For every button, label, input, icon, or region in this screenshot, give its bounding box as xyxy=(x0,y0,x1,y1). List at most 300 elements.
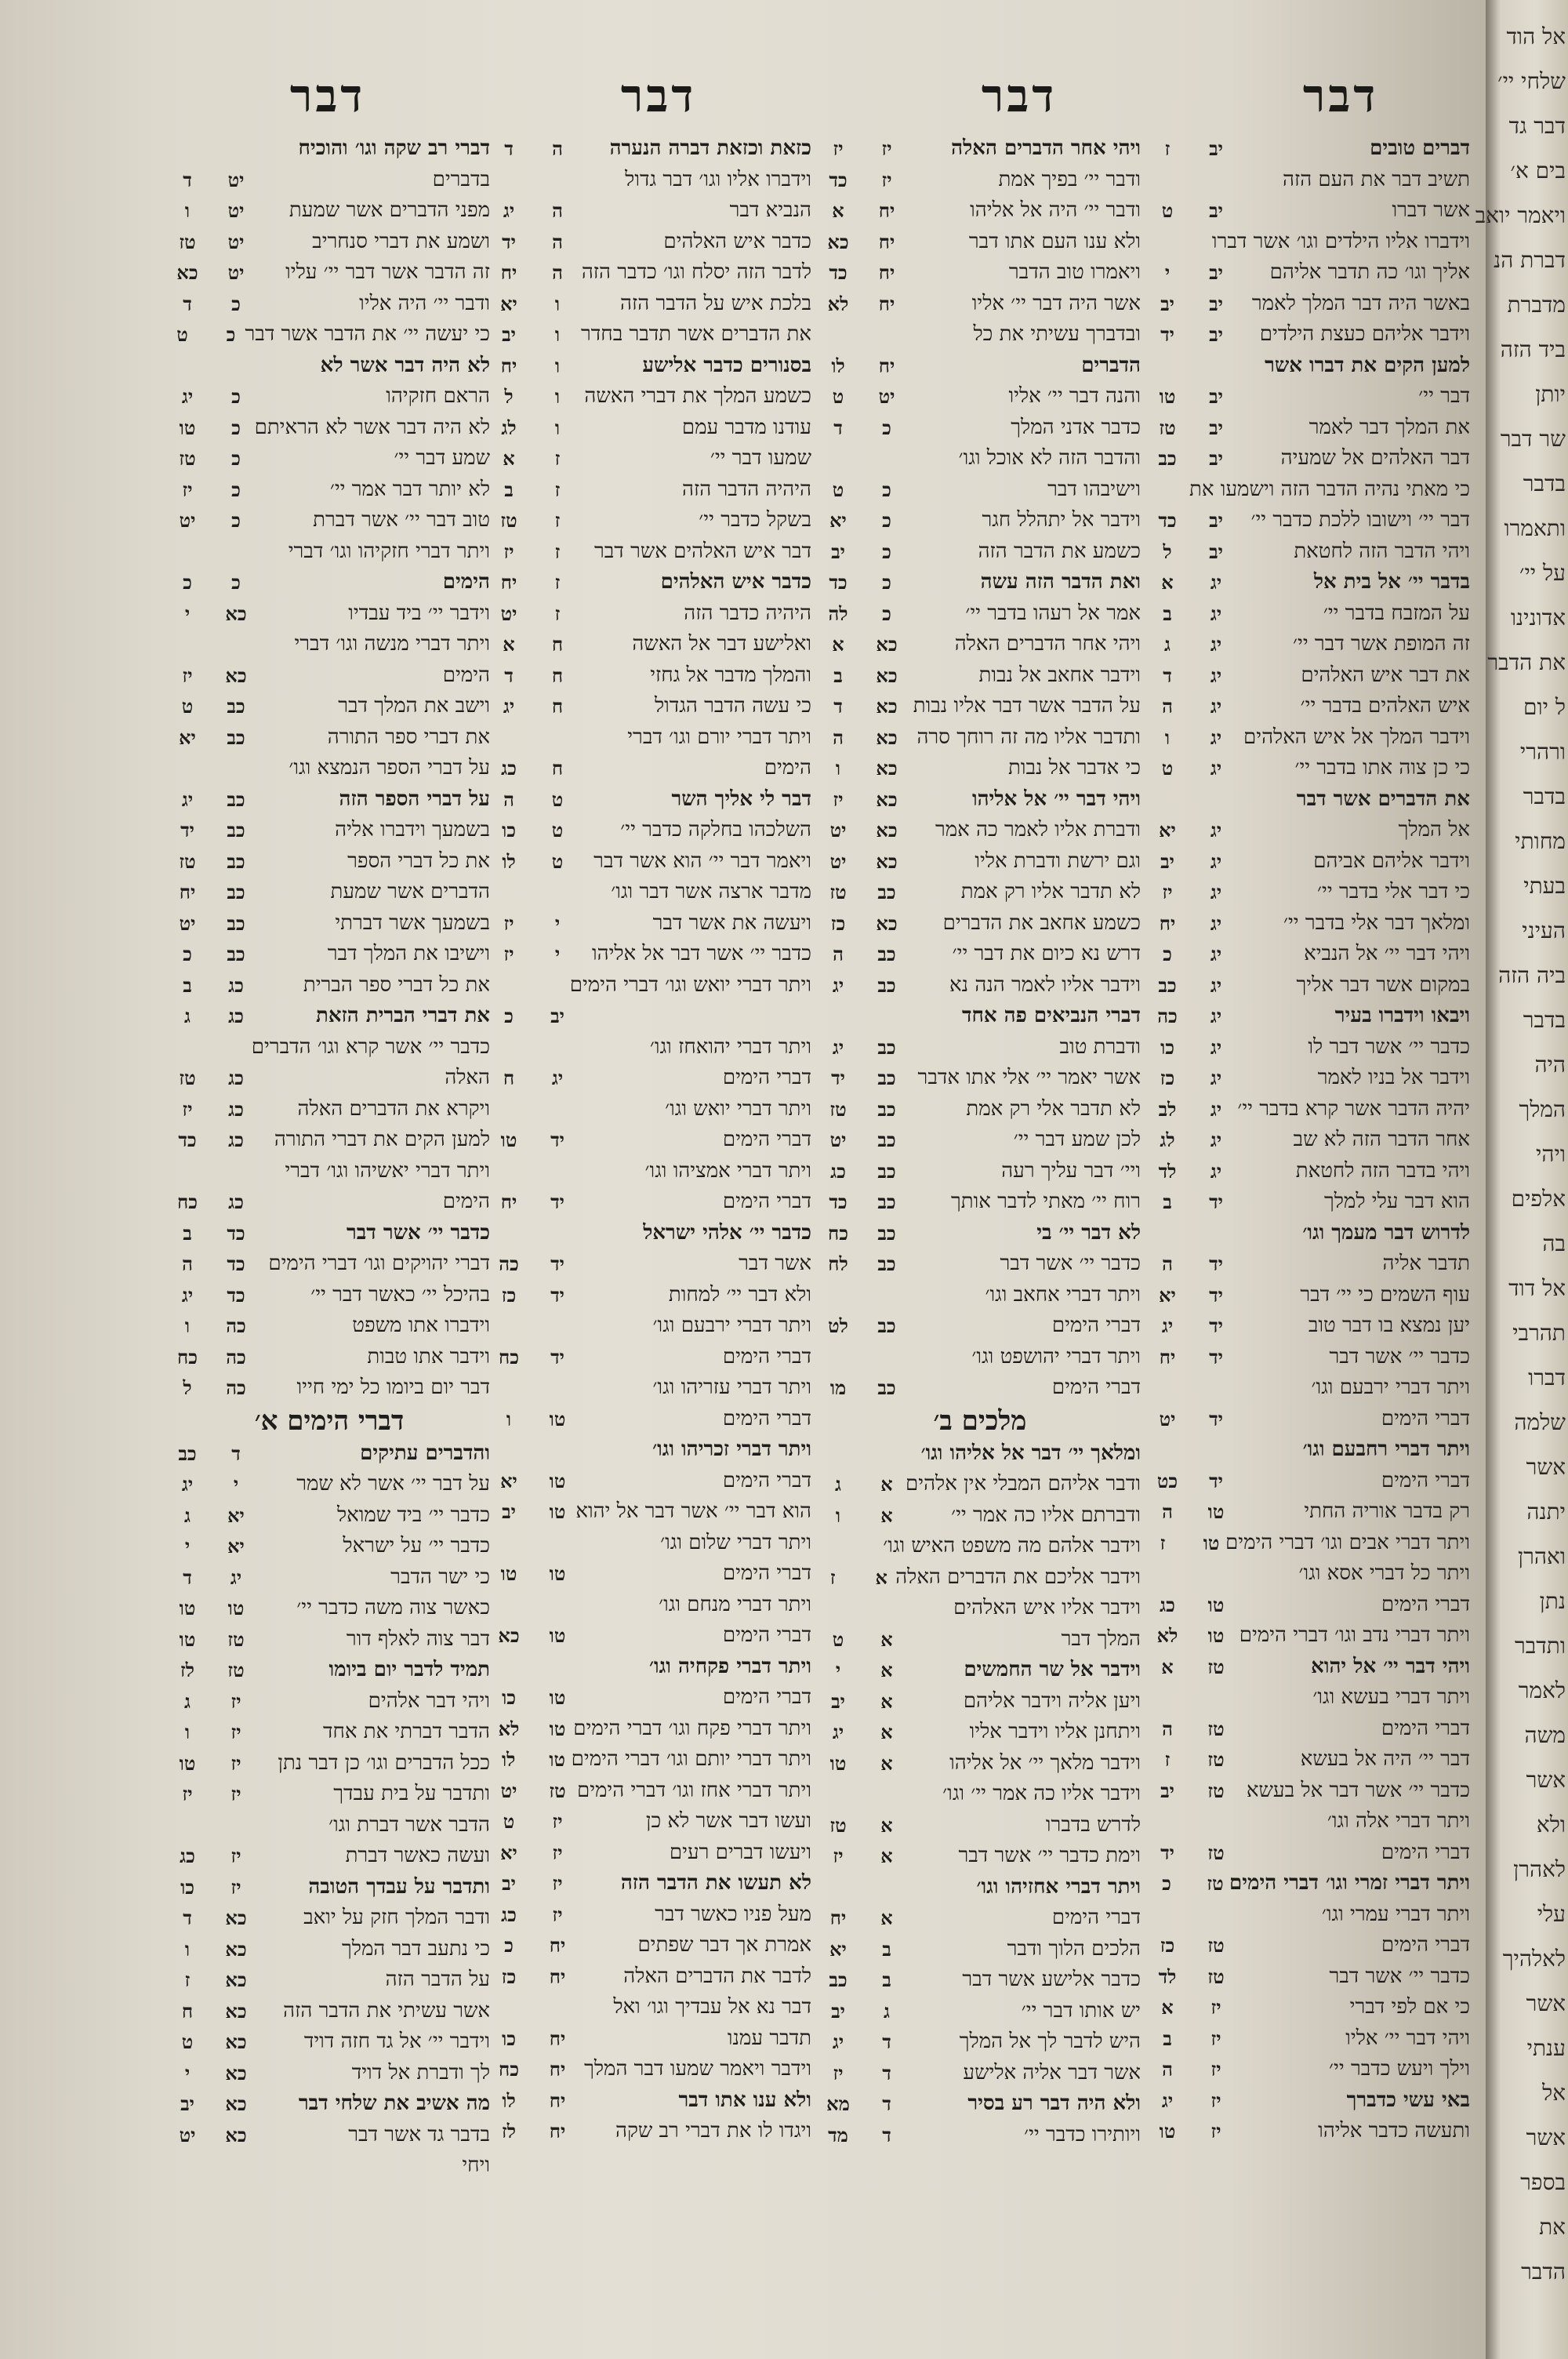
entry-text: הדברים אשר שמעת xyxy=(330,880,490,903)
concordance-entry xyxy=(1149,1590,1470,1621)
entry-text: וידבר אליו כה אמר יי׳ וגו׳ xyxy=(942,1782,1141,1805)
entry-text: דברי הימים xyxy=(722,1685,811,1709)
concordance-entry xyxy=(169,1125,490,1156)
verse-number: טו xyxy=(500,1562,517,1585)
edge-text-line: על יי׳ xyxy=(1519,560,1566,586)
concordance-entry xyxy=(169,1500,490,1532)
entry-text: ועשה כאשר דברת xyxy=(345,1844,490,1867)
verse-number: יז xyxy=(503,911,514,935)
entry-text: וידבר אליהם כעצת הילדים xyxy=(1259,322,1470,346)
chapter-number: יח xyxy=(549,1965,566,1988)
concordance-entry xyxy=(819,227,1141,258)
edge-text-line: ענתי xyxy=(1526,2035,1566,2061)
concordance-entry xyxy=(169,1032,490,1063)
edge-text-line: מחותי xyxy=(1515,828,1566,854)
verse-number: יז xyxy=(182,1097,193,1121)
entry-text: אשר דבר אליה אלישע xyxy=(963,2060,1141,2085)
entry-text: דברי הנביאים פה אחד xyxy=(962,1004,1141,1027)
verse-number: יח xyxy=(1159,911,1176,935)
concordance-entry xyxy=(490,908,811,940)
entry-reference xyxy=(490,381,572,413)
chapter-number: טז xyxy=(1207,1965,1225,1988)
entry-reference xyxy=(1149,1744,1230,1776)
verse-number: ג xyxy=(835,1473,841,1496)
entry-text: הימים xyxy=(442,570,490,594)
chapter-number: כא xyxy=(225,1906,247,1929)
concordance-entry xyxy=(490,1558,811,1590)
entry-text: את כל דברי ספר הברית xyxy=(303,972,490,997)
concordance-entry xyxy=(1149,2116,1470,2147)
entry-text: כדבר יי׳ על ישראל xyxy=(343,1534,490,1558)
concordance-entry xyxy=(819,1280,1141,1311)
verse-number: יז xyxy=(1162,881,1173,903)
concordance-entry xyxy=(1149,505,1470,536)
entry-reference xyxy=(819,1156,901,1187)
entry-reference xyxy=(1149,2085,1230,2117)
concordance-entry xyxy=(490,536,811,568)
verse-number: כ xyxy=(504,1934,514,1957)
concordance-entry xyxy=(1149,1218,1470,1249)
entry-reference xyxy=(1149,1837,1230,1869)
edge-text-line: את הדבר xyxy=(1487,649,1566,675)
entry-reference xyxy=(819,1996,901,2027)
verse-number: כז xyxy=(1160,1934,1175,1957)
concordance-entry xyxy=(169,505,490,536)
entry-text: ומלאך דבר אלי בדבר יי׳ xyxy=(1283,911,1470,935)
verse-number: טו xyxy=(1159,2120,1176,2143)
edge-text-line: בדבר xyxy=(1523,471,1566,496)
entry-text: ויתר דברי רחבעם וגו׳ xyxy=(1302,1438,1470,1461)
concordance-entry xyxy=(1149,1558,1470,1590)
entry-reference xyxy=(819,846,901,878)
edge-text-line: המלך xyxy=(1519,1096,1566,1122)
entry-text: כשמע המלך את דברי האשה xyxy=(584,384,811,408)
concordance-entry xyxy=(1149,165,1470,196)
chapter-number: כ xyxy=(882,478,891,501)
concordance-entry xyxy=(490,815,811,846)
entry-text: ויען אליה וידבר אליהם xyxy=(963,1688,1141,1713)
entry-reference xyxy=(490,1001,572,1032)
entry-reference xyxy=(1149,753,1230,784)
entry-reference xyxy=(819,1934,901,1965)
chapter-number: ד xyxy=(882,2123,891,2146)
entry-text: רק בדבר אוריה החתי xyxy=(1304,1499,1470,1523)
chapter-number: יג xyxy=(1210,1097,1222,1121)
chapter-number: כב xyxy=(877,943,896,965)
verse-number: יא xyxy=(829,1937,847,1961)
entry-reference xyxy=(1149,691,1230,722)
concordance-entry xyxy=(819,2088,1141,2120)
concordance-entry xyxy=(490,351,811,382)
chapter-number: א xyxy=(875,1565,887,1589)
chapter-number: יח xyxy=(878,199,895,222)
concordance-entry xyxy=(169,1748,490,1779)
verse-number: טז xyxy=(1159,416,1176,439)
concordance-entry xyxy=(490,753,811,784)
chapter-number: יז xyxy=(230,1721,241,1743)
concordance-entry xyxy=(490,257,811,289)
concordance-entry xyxy=(819,381,1141,413)
entry-reference xyxy=(169,413,250,444)
chapter-number: כא xyxy=(876,849,898,873)
entry-reference xyxy=(819,227,901,258)
chapter-number: ח xyxy=(551,663,564,687)
entry-reference xyxy=(169,970,250,1001)
entry-reference xyxy=(819,939,901,970)
verse-number: י xyxy=(1164,261,1171,284)
concordance-entry xyxy=(169,289,490,320)
chapter-number: יט xyxy=(878,385,895,408)
concordance-entry xyxy=(490,1961,811,1993)
entry-text: לדבר הזה יסלח וגו׳ כדבר הזה xyxy=(581,260,811,284)
entry-reference xyxy=(169,195,250,227)
concordance-entry xyxy=(819,970,1141,1001)
entry-reference xyxy=(169,1779,250,1810)
entry-text: הלכים הלוך ודבר xyxy=(1007,1936,1141,1961)
entry-text: דבר יי׳ xyxy=(1418,384,1470,408)
entry-reference xyxy=(169,443,250,474)
concordance-entry xyxy=(819,2120,1141,2151)
concordance-entry xyxy=(490,289,811,320)
entry-text: דברי הימים xyxy=(722,1128,811,1151)
entry-reference xyxy=(490,1682,572,1714)
concordance-entry xyxy=(169,1655,490,1686)
concordance-entry xyxy=(1149,1187,1470,1218)
edge-text-line: בה xyxy=(1542,1230,1566,1256)
entry-reference xyxy=(1149,939,1230,970)
entry-text: דברי יהויקים וגו׳ דברי הימים xyxy=(268,1252,490,1275)
concordance-entry xyxy=(490,970,811,1001)
entry-text: בסנורים כדבר אלישע xyxy=(642,353,811,377)
entry-text: בשמעך וידברו אליה xyxy=(335,818,490,841)
entry-reference xyxy=(1149,1310,1230,1342)
verse-number: טז xyxy=(179,447,196,470)
concordance-entry xyxy=(819,908,1141,940)
entry-text: ולא דבר יי׳ למחות xyxy=(668,1282,811,1307)
verse-number: ה xyxy=(1162,1717,1173,1740)
entry-reference xyxy=(169,784,250,816)
verse-number: כו xyxy=(502,819,516,841)
concordance-entry xyxy=(1149,443,1470,474)
concordance-entry xyxy=(490,1125,811,1156)
entry-reference xyxy=(1144,1528,1225,1559)
concordance-column-3 xyxy=(490,133,811,2147)
entry-text: דברי הימים xyxy=(1051,1314,1141,1337)
concordance-entry xyxy=(1149,660,1470,692)
entry-text: תשיב דבר את העם הזה xyxy=(1283,167,1470,191)
entry-reference xyxy=(1149,1280,1230,1311)
concordance-entry xyxy=(490,1496,811,1528)
chapter-number: ט xyxy=(551,819,564,841)
entry-reference xyxy=(169,1001,250,1032)
edge-text-line: ביה הזה xyxy=(1498,962,1566,988)
entry-reference xyxy=(819,1063,901,1094)
concordance-entry xyxy=(1149,195,1470,227)
concordance-entry xyxy=(490,1776,811,1807)
entry-reference xyxy=(490,1404,572,1435)
chapter-number: כא xyxy=(876,757,898,780)
chapter-number: יד xyxy=(1209,1345,1223,1369)
verse-number: יח xyxy=(500,571,517,594)
concordance-entry xyxy=(819,815,1141,846)
concordance-entry xyxy=(1149,1930,1470,1961)
entry-reference xyxy=(490,815,572,846)
entry-text: ויתר דברי עזריהו וגו׳ xyxy=(652,1376,811,1399)
verse-number: ד xyxy=(833,695,843,718)
verse-number: כא xyxy=(176,261,198,284)
verse-number: ט xyxy=(1161,199,1174,222)
verse-number: כג xyxy=(830,1159,846,1183)
entry-text: ותעשה כדבר אליהו xyxy=(1318,2119,1470,2143)
verse-number: כט xyxy=(1156,1469,1178,1492)
chapter-number: כב xyxy=(227,849,245,873)
verse-number: לח xyxy=(828,1252,848,1275)
chapter-number: יז xyxy=(552,1872,563,1895)
chapter-number: כב xyxy=(227,911,245,935)
entry-text: איש האלהים בדבר יי׳ xyxy=(1300,694,1470,718)
entry-text: כדבר איש האלהים xyxy=(663,229,811,253)
entry-text: ואלישע דבר אל האשה xyxy=(632,632,811,656)
entry-text: ויתר דברי פקח וגו׳ דברי הימים xyxy=(573,1716,811,1740)
entry-text: על דברי הספר הנמצא וגו׳ xyxy=(289,756,490,780)
concordance-entry xyxy=(169,1965,490,1996)
concordance-entry xyxy=(490,1868,811,1899)
concordance-entry xyxy=(169,1624,490,1656)
concordance-entry xyxy=(490,1466,811,1497)
verse-number: ב xyxy=(1163,2026,1172,2050)
concordance-entry xyxy=(169,1342,490,1373)
entry-text: בדברים xyxy=(432,167,490,191)
column-header-2: דבר xyxy=(981,69,1058,122)
entry-reference xyxy=(1149,1249,1230,1280)
entry-text: ויתר דברי מנשה וגו׳ דברי xyxy=(294,632,490,656)
verse-number: ד xyxy=(183,292,192,315)
concordance-entry xyxy=(819,1624,1141,1656)
entry-reference xyxy=(1149,2054,1230,2085)
entry-reference xyxy=(490,257,572,289)
chapter-number: יח xyxy=(549,2088,566,2112)
concordance-entry xyxy=(169,660,490,692)
edge-text-line: הדבר xyxy=(1521,2259,1566,2284)
verse-number: יט xyxy=(179,2123,196,2146)
verse-number: יד xyxy=(502,230,516,253)
concordance-entry xyxy=(169,1469,490,1500)
concordance-entry xyxy=(1149,351,1470,382)
verse-number: יט xyxy=(179,509,196,532)
verse-number: כז xyxy=(501,1965,517,1988)
entry-reference xyxy=(169,846,250,878)
concordance-entry xyxy=(1149,413,1470,444)
concordance-entry xyxy=(490,1714,811,1745)
entry-reference xyxy=(490,1249,572,1280)
verse-number: כג xyxy=(180,1845,195,1867)
entry-text: ויהי דבר יי׳ אל יהוא xyxy=(1311,1654,1470,1678)
entry-reference xyxy=(819,1655,901,1686)
entry-reference xyxy=(1149,2023,1230,2055)
entry-reference xyxy=(819,413,901,444)
verse-number: ו xyxy=(184,1721,191,1743)
chapter-number: א xyxy=(880,1845,893,1867)
verse-number: ה xyxy=(833,943,844,965)
verse-number: כא xyxy=(827,230,849,253)
verse-number: כא xyxy=(498,1624,520,1647)
verse-number: יג xyxy=(503,695,515,718)
concordance-entry xyxy=(169,227,490,258)
chapter-number: טז xyxy=(227,1627,245,1651)
entry-reference xyxy=(819,2088,901,2120)
concordance-entry xyxy=(819,598,1141,630)
concordance-entry xyxy=(1149,1496,1470,1528)
concordance-entry xyxy=(819,660,1141,692)
concordance-entry xyxy=(819,567,1141,598)
chapter-number: ו xyxy=(554,323,561,346)
concordance-entry xyxy=(169,1438,490,1470)
concordance-entry xyxy=(490,1620,811,1652)
chapter-number: כא xyxy=(876,663,898,687)
entry-text: וידבר יי׳ ביד עבדיו xyxy=(348,601,490,625)
entry-text: את דברי הברית הזאת xyxy=(315,1004,490,1027)
verse-number: ט xyxy=(832,385,844,408)
concordance-entry xyxy=(490,1342,811,1373)
entry-text: ויתר דברי אבים וגו׳ דברי הימים xyxy=(1225,1530,1470,1554)
concordance-entry xyxy=(169,1872,490,1903)
chapter-number: כב xyxy=(877,1159,896,1183)
chapter-number: יב xyxy=(1209,261,1223,284)
verse-number: א xyxy=(503,447,515,470)
entry-text: רוח יי׳ מאתי לדבר אותך xyxy=(950,1190,1141,1213)
concordance-entry xyxy=(169,2150,490,2182)
concordance-entry xyxy=(490,877,811,908)
concordance-entry xyxy=(169,1063,490,1094)
entry-text: דברי הימים xyxy=(722,1561,811,1585)
concordance-entry xyxy=(490,1744,811,1776)
verse-number: לד xyxy=(1158,1965,1177,1988)
concordance-entry xyxy=(169,257,490,289)
verse-number: טו xyxy=(500,1129,517,1151)
concordance-entry xyxy=(490,2023,811,2055)
entry-text: זה המופת אשר דבר יי׳ xyxy=(1293,632,1470,656)
chapter-number: ז xyxy=(554,447,561,470)
entry-text: ויהי דבר אלהים xyxy=(368,1688,490,1713)
concordance-entry xyxy=(1149,1806,1470,1837)
chapter-number: יח xyxy=(549,1934,566,1957)
verse-number: יז xyxy=(833,787,844,811)
entry-text: שמעו דבר יי׳ xyxy=(710,446,811,470)
entry-text: כי מאתי נהיה הדבר הזה וישמעו את xyxy=(1189,477,1470,501)
verse-number: יג xyxy=(503,199,515,222)
entry-text: ויתר דברי פקחיה וגו׳ xyxy=(649,1654,811,1678)
entry-text: כדבר יי׳ אשר דבר xyxy=(1329,1344,1470,1369)
entry-text: וידבר אליו איש האלהים xyxy=(953,1596,1141,1619)
chapter-number: ד xyxy=(882,2061,891,2085)
verse-number: טז xyxy=(179,230,196,253)
concordance-entry xyxy=(169,2120,490,2151)
concordance-entry xyxy=(490,381,811,413)
entry-reference xyxy=(819,1249,901,1280)
chapter-number: כא xyxy=(225,1937,247,1961)
concordance-entry xyxy=(490,1899,811,1931)
chapter-number: כא xyxy=(225,2092,247,2115)
entry-reference xyxy=(490,567,572,598)
chapter-number: יד xyxy=(1209,1314,1223,1337)
verse-number: לה xyxy=(828,602,848,625)
entry-reference xyxy=(819,133,901,165)
entry-text: ואת הדבר הזה עשה xyxy=(980,570,1141,594)
chapter-number: טו xyxy=(549,1748,565,1771)
chapter-number: כא xyxy=(225,663,247,687)
concordance-entry xyxy=(169,1280,490,1311)
entry-text: כי ישר הדבר xyxy=(390,1565,490,1589)
verse-number: יג xyxy=(181,787,194,811)
verse-number: כב xyxy=(829,1968,848,1991)
chapter-number: ה xyxy=(552,230,563,253)
entry-text: ויהי דבר יי׳ אליו xyxy=(1345,2026,1470,2050)
entry-text: האלה xyxy=(445,1066,490,1089)
verse-number: יב xyxy=(502,323,516,346)
entry-text: שמע דבר יי׳ xyxy=(394,446,490,470)
entry-reference xyxy=(169,1125,250,1156)
chapter-number: כ xyxy=(231,478,241,501)
verse-number: ד xyxy=(833,416,843,439)
verse-number: ה xyxy=(1162,2058,1173,2081)
verse-number: כח xyxy=(499,2058,519,2081)
chapter-number: א xyxy=(880,1721,893,1743)
entry-reference xyxy=(819,753,901,784)
entry-text: ויתר דברי חזקיהו וגו׳ דברי xyxy=(288,539,490,563)
concordance-entry xyxy=(490,846,811,878)
concordance-entry xyxy=(490,598,811,630)
entry-text: אחר הדבר הזה לא שב xyxy=(1293,1128,1470,1151)
verse-number: כה xyxy=(1157,1005,1178,1027)
chapter-number: יז xyxy=(1210,2026,1221,2050)
chapter-number: יג xyxy=(1210,1129,1222,1151)
entry-text: דרש נא כיום את דבר יי׳ xyxy=(952,942,1141,965)
entry-text: ויעשו דברים רעים xyxy=(669,1840,811,1864)
chapter-number: כ xyxy=(882,602,891,625)
verse-number: טז xyxy=(179,1067,196,1089)
chapter-number: כה xyxy=(226,1376,246,1399)
chapter-number: טו xyxy=(549,1469,566,1492)
entry-reference xyxy=(1149,1620,1230,1652)
entry-reference xyxy=(490,1899,572,1931)
entry-text: ויהי בדבר הזה לחטאת xyxy=(1295,1158,1470,1183)
entry-text: ויתר דברי יואש וגו׳ דברי הימים xyxy=(569,972,811,997)
entry-text: כשמע את הדבר הזה xyxy=(978,539,1141,563)
concordance-entry xyxy=(490,505,811,536)
entry-text: ויתר דברי יאשיהו וגו׳ דברי xyxy=(285,1158,490,1183)
edge-text-line: ואהרן xyxy=(1518,1543,1566,1569)
entry-reference xyxy=(169,1063,250,1094)
concordance-entry xyxy=(169,1310,490,1342)
verse-number: ו xyxy=(184,1314,191,1337)
entry-text: ותדבר על בית עבדך xyxy=(333,1782,490,1805)
concordance-entry xyxy=(490,2054,811,2085)
verse-number: כד xyxy=(829,261,848,284)
verse-number: י xyxy=(184,2061,191,2085)
chapter-number: יז xyxy=(552,1810,563,1833)
entry-reference xyxy=(819,474,901,506)
verse-number: כ xyxy=(183,943,192,965)
edge-text-line: ורהרי xyxy=(1519,739,1566,765)
entry-reference xyxy=(169,1903,250,1934)
concordance-entry xyxy=(490,1032,811,1063)
entry-reference xyxy=(819,1841,901,1872)
verse-number: כד xyxy=(178,1129,197,1151)
concordance-entry xyxy=(169,1562,490,1594)
chapter-number: כג xyxy=(228,1097,244,1121)
entry-reference xyxy=(1149,505,1230,536)
entry-reference xyxy=(1149,1930,1230,1961)
